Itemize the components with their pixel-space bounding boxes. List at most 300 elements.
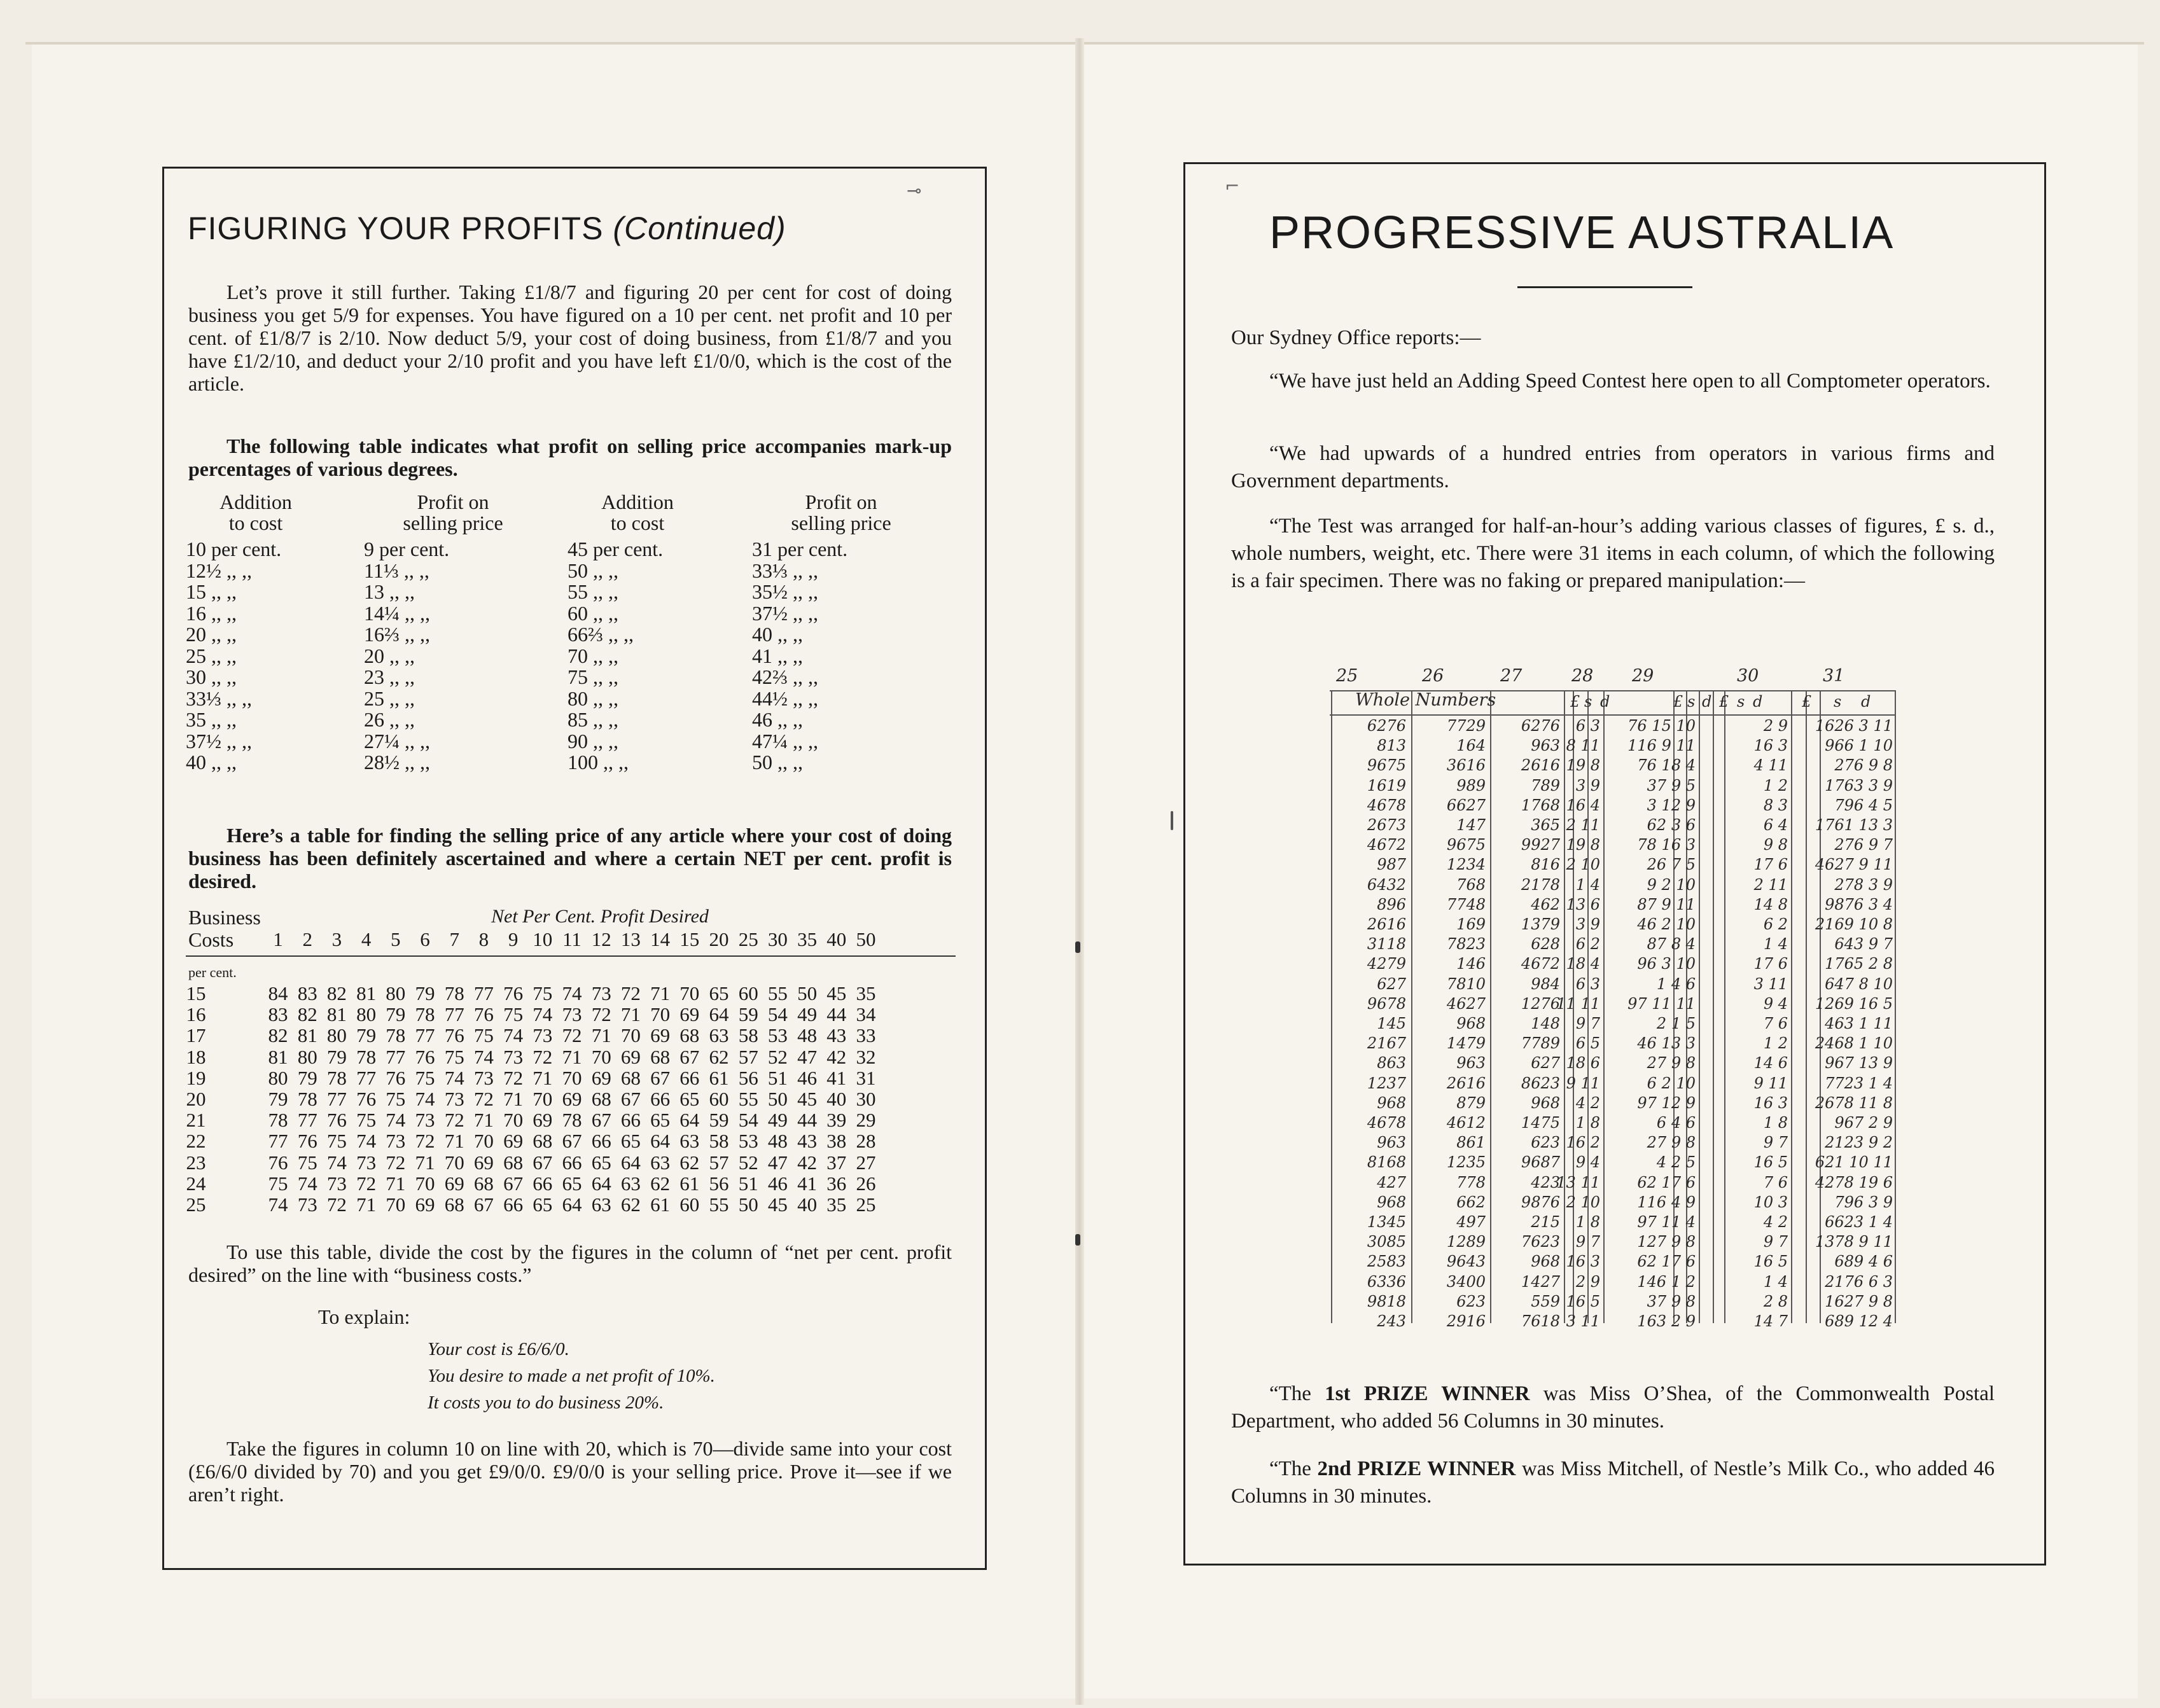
table2-cell: 58 — [709, 1130, 729, 1153]
sheet-column-rule — [1490, 690, 1491, 1323]
table2-cell: 75 — [473, 1024, 494, 1047]
table2-cell: 80 — [297, 1045, 317, 1068]
table2-cell: 71 — [444, 1130, 464, 1153]
sheet-column-rule — [1724, 690, 1725, 1323]
specimen-entry: 14 7 — [1753, 1312, 1788, 1330]
table2-cell: 74 — [297, 1172, 317, 1195]
specimen-entry: 26 7 5 — [1647, 856, 1696, 874]
specimen-entry: 2 9 — [1575, 1272, 1600, 1291]
table2-cell: 74 — [503, 1024, 524, 1047]
prize-prefix: “The — [1269, 1382, 1325, 1405]
specimen-entry: 1 4 — [1763, 1272, 1788, 1291]
specimen-entry: 643 9 7 — [1834, 935, 1893, 954]
specimen-entry: 14 6 — [1753, 1054, 1788, 1073]
specimen-entry: 2673 — [1367, 816, 1406, 834]
table2-cell: 68 — [444, 1193, 464, 1216]
table2-cell: 64 — [620, 1151, 641, 1174]
table1-cell: 27¼ ,, ,, — [364, 729, 430, 753]
table2-cell: 73 — [444, 1088, 464, 1110]
table2-cost: 23 — [186, 1151, 206, 1174]
specimen-entry: 19 8 — [1566, 836, 1600, 854]
sheet-column-rule — [1331, 690, 1332, 1323]
specimen-entry: 1235 — [1446, 1153, 1486, 1172]
table2-cell: 52 — [738, 1151, 758, 1174]
specimen-entry: 7623 — [1521, 1233, 1560, 1251]
handwritten-specimen-sheet — [1330, 666, 1896, 1330]
table2-cell: 75 — [503, 1003, 524, 1026]
table1-cell: 25 ,, ,, — [364, 686, 415, 710]
specimen-entry: 968 — [1456, 1015, 1486, 1032]
table1-cell: 37½ ,, ,, — [186, 729, 252, 753]
table2-cell: 63 — [650, 1151, 671, 1174]
table2-cell: 72 — [503, 1066, 524, 1089]
table1-cell: 9 per cent. — [364, 538, 450, 560]
table1-cell: 44½ ,, ,, — [752, 686, 818, 710]
table2-column-header: 4 — [361, 928, 372, 950]
table2-cell: 70 — [533, 1088, 553, 1110]
center-fold — [1075, 38, 1084, 1705]
table2-cell: 51 — [767, 1066, 788, 1089]
table2-cost: 25 — [186, 1193, 206, 1216]
table2-cell: 61 — [650, 1193, 671, 1216]
specimen-entry: 966 1 10 — [1825, 737, 1893, 755]
table2-cell: 69 — [620, 1045, 641, 1068]
table2-cell: 81 — [356, 982, 377, 1004]
table2-cell: 73 — [386, 1130, 406, 1153]
table2-cell: 73 — [473, 1066, 494, 1089]
table1-cell: 13 ,, ,, — [364, 580, 415, 603]
table1-cell: 20 ,, ,, — [186, 623, 237, 646]
table2-column-header: 5 — [391, 928, 401, 950]
specimen-entry: 6 3 — [1575, 975, 1600, 993]
specimen-entry: 1 2 — [1763, 776, 1788, 795]
table1-row — [186, 730, 962, 751]
specimen-entry: 3085 — [1367, 1233, 1406, 1251]
table2-cell: 69 — [591, 1066, 611, 1089]
specimen-entry: 2583 — [1367, 1253, 1406, 1271]
specimen-entry: 2169 10 8 — [1815, 915, 1893, 933]
table2-column-header: 6 — [420, 928, 430, 950]
table1-cell: 50 ,, ,, — [752, 751, 803, 774]
specimen-entry: 148 — [1531, 1015, 1560, 1032]
table2-cell: 71 — [650, 982, 671, 1004]
specimen-entry: 1276 — [1521, 994, 1560, 1013]
first-prize-label: 1st PRIZE WINNER — [1325, 1382, 1530, 1405]
first-prize-paragraph — [1231, 1380, 1995, 1435]
specimen-entry: 8 11 — [1566, 737, 1600, 755]
table2-cell: 73 — [297, 1193, 317, 1216]
table2-cell: 74 — [356, 1130, 377, 1153]
table2-column-header: 3 — [331, 928, 342, 950]
specimen-entry: 215 — [1531, 1213, 1560, 1231]
table2-cost: 15 — [186, 982, 206, 1004]
table2-cell: 67 — [620, 1088, 641, 1110]
table2-cell: 79 — [386, 1003, 406, 1026]
specimen-entry: 4 2 — [1763, 1213, 1788, 1231]
table2-cell: 70 — [444, 1151, 464, 1174]
table2-cell: 69 — [473, 1151, 494, 1174]
table1-cell: 30 ,, ,, — [186, 665, 237, 688]
specimen-entry: 1475 — [1521, 1114, 1560, 1132]
specimen-entry: 6276 — [1367, 717, 1406, 735]
specimen-entry: 689 12 4 — [1825, 1312, 1893, 1330]
table2-cell: 81 — [297, 1024, 317, 1047]
sheet-column-rule — [1791, 690, 1792, 1323]
specimen-entry: 4678 — [1367, 1114, 1406, 1132]
sheet-column-number: 25 — [1336, 666, 1358, 686]
specimen-entry: 8168 — [1367, 1153, 1406, 1172]
specimen-entry: 6 2 — [1763, 915, 1788, 933]
sheet-column-rule — [1806, 690, 1807, 1323]
specimen-entry: 968 — [1531, 1094, 1560, 1112]
table2-cell: 66 — [562, 1151, 582, 1174]
table2-cell: 67 — [533, 1151, 553, 1174]
table2-cell: 26 — [856, 1172, 876, 1195]
table2-cell: 67 — [679, 1045, 700, 1068]
specimen-entry: 9675 — [1367, 756, 1406, 775]
table2-column-header: 13 — [620, 928, 641, 950]
table2-cell: 49 — [797, 1003, 818, 1026]
table1-cell: 40 ,, ,, — [752, 623, 803, 646]
table2-cell: 79 — [297, 1066, 317, 1089]
table2-cell: 62 — [679, 1151, 700, 1174]
specimen-entry: 9927 — [1521, 836, 1560, 854]
table2-cost: 22 — [186, 1130, 206, 1153]
specimen-entry: 1345 — [1367, 1213, 1406, 1231]
specimen-entry: 2 10 — [1566, 1193, 1600, 1211]
specimen-entry: 9687 — [1521, 1153, 1560, 1172]
table2-cell: 34 — [856, 1003, 876, 1026]
table2-cell: 65 — [679, 1088, 700, 1110]
specimen-entry: 559 — [1531, 1292, 1560, 1310]
second-prize-label: 2nd PRIZE WINNER — [1317, 1457, 1516, 1480]
specimen-entry: 8623 — [1521, 1074, 1560, 1092]
table2-cell: 71 — [386, 1172, 406, 1195]
lsd-header: d — [1753, 693, 1763, 711]
specimen-entry: 37 9 8 — [1647, 1292, 1696, 1310]
specimen-entry: 9675 — [1446, 836, 1486, 854]
table2-cell: 80 — [386, 982, 406, 1004]
table2-cell: 80 — [356, 1003, 377, 1026]
specimen-entry: 2678 11 8 — [1815, 1094, 1893, 1112]
table2-cell: 78 — [415, 1003, 435, 1026]
specimen-entry: 796 3 9 — [1834, 1193, 1893, 1211]
specimen-entry: 16 3 — [1753, 737, 1788, 755]
table2-cell: 52 — [767, 1045, 788, 1068]
table1-cell: 41 ,, ,, — [752, 644, 803, 667]
table1-cell: 37½ ,, ,, — [752, 601, 818, 625]
specimen-entry: 7729 — [1446, 717, 1486, 735]
specimen-entry: 6 4 6 — [1656, 1114, 1696, 1132]
table1-cell: 55 ,, ,, — [568, 580, 618, 603]
table2-cost: 20 — [186, 1088, 206, 1110]
specimen-entry: 2616 — [1367, 915, 1406, 933]
specimen-entry: 9876 3 4 — [1825, 895, 1893, 913]
table2-cell: 62 — [650, 1172, 671, 1195]
table1-cell: 60 ,, ,, — [568, 601, 618, 625]
specimen-entry: 2123 9 2 — [1825, 1134, 1893, 1152]
table2-cell: 35 — [826, 1193, 847, 1216]
specimen-entry: 9 2 10 — [1647, 875, 1696, 894]
specimen-entry: 87 8 4 — [1647, 935, 1696, 954]
table2-cell: 41 — [797, 1172, 818, 1195]
table2-cell: 66 — [650, 1088, 671, 1110]
specimen-entry: 2616 — [1521, 756, 1560, 775]
table2-cost: 16 — [186, 1003, 206, 1026]
specimen-entry: 10 3 — [1753, 1193, 1788, 1211]
table2-cell: 80 — [326, 1024, 347, 1047]
specimen-entry: 76 18 4 — [1637, 756, 1696, 775]
specimen-entry: 1 4 — [1763, 935, 1788, 954]
specimen-entry: 6623 1 4 — [1825, 1213, 1893, 1231]
specimen-entry: 2 10 — [1566, 856, 1600, 874]
table2-cell: 36 — [826, 1172, 847, 1195]
specimen-entry: 2 11 — [1566, 816, 1600, 834]
specimen-entry: 1 8 — [1763, 1114, 1788, 1132]
specimen-entry: 1768 — [1521, 796, 1560, 814]
table2-intro: Here’s a table for finding the selling price of any article where your cost of doing business has been definitely ascertained and where a certain NET per cent. profit is desired. — [188, 824, 952, 892]
specimen-entry: 3 12 9 — [1647, 796, 1696, 814]
table2-cell: 72 — [326, 1193, 347, 1216]
specimen-entry: 2 8 — [1763, 1292, 1788, 1310]
table2-cell: 70 — [415, 1172, 435, 1195]
table2-cell: 72 — [533, 1045, 553, 1068]
table1-cell: 23 ,, ,, — [364, 665, 415, 688]
table2-cell: 72 — [591, 1003, 611, 1026]
specimen-entry: 989 — [1456, 776, 1486, 795]
specimen-entry: 1765 2 8 — [1825, 955, 1893, 973]
table2-cell: 76 — [415, 1045, 435, 1068]
table1-cell: 25 ,, ,, — [186, 644, 237, 667]
table2-cell: 75 — [415, 1066, 435, 1089]
table2-cell: 62 — [709, 1045, 729, 1068]
specimen-entry: 623 — [1456, 1292, 1486, 1310]
table2-cell: 74 — [415, 1088, 435, 1110]
specimen-entry: 7 6 — [1763, 1173, 1788, 1191]
table2-cell: 75 — [356, 1109, 377, 1132]
table2-cell: 75 — [533, 982, 553, 1004]
table1-cell: 20 ,, ,, — [364, 644, 415, 667]
specimen-entry: 46 13 3 — [1637, 1034, 1696, 1053]
table2-cost: 19 — [186, 1066, 206, 1089]
specimen-entry: 896 — [1377, 895, 1406, 913]
specimen-entry: 4672 — [1521, 955, 1560, 973]
specimen-entry: 19 8 — [1566, 756, 1600, 775]
table2-cell: 67 — [650, 1066, 671, 1089]
table2-cell: 44 — [826, 1003, 847, 1026]
specimen-entry: 1 4 — [1575, 875, 1600, 894]
staple-hole — [1075, 1234, 1080, 1246]
table2-cell: 71 — [562, 1045, 582, 1068]
table2-cell: 68 — [473, 1172, 494, 1195]
specimen-entry: 1379 — [1521, 915, 1560, 933]
first-prize-text: was Miss O’Shea, of the Commonwealth Postal Department, who added 56 Columns in 30 minutes. — [1231, 1382, 1995, 1433]
specimen-entry: 879 — [1456, 1094, 1486, 1112]
lsd-header: s — [1687, 693, 1696, 711]
specimen-entry: 963 — [1456, 1054, 1486, 1073]
table2-cell: 70 — [386, 1193, 406, 1216]
table2-cell: 69 — [679, 1003, 700, 1026]
table1-cell: 75 ,, ,, — [568, 665, 618, 688]
specimen-entry: 9 11 — [1753, 1074, 1788, 1092]
intro-paragraph: Let’s prove it still further. Taking £1/8/7 and figuring 20 per cent for cost of doing business you get 5/9 for expenses. You have figured on a 10 per cent. net profit and 10 per cent. of £1/8/7 is 2/10. Now deduct 5/9, your cost of doing business, from £1/8/7 and you have £1/2/10, and deduct your 2/10 profit and you have left £1/0/0, which is the cost of the article. — [188, 281, 952, 395]
specimen-entry: 2468 1 10 — [1815, 1034, 1893, 1053]
title-continued: (Continued) — [613, 211, 786, 246]
table1-cell: 11⅓ ,, ,, — [364, 559, 429, 582]
specimen-entry: 37 9 5 — [1647, 776, 1696, 795]
table2-cell: 82 — [268, 1024, 288, 1047]
business-label: Business — [188, 906, 261, 929]
table2-column-header: 50 — [856, 928, 876, 950]
table1-header: Profit on selling price — [791, 490, 891, 534]
table2-column-header: 2 — [302, 928, 312, 950]
specimen-entry: 968 — [1377, 1094, 1406, 1112]
table2-cell: 64 — [650, 1130, 671, 1153]
table2-cell: 68 — [620, 1066, 641, 1089]
table2-cost: 21 — [186, 1109, 206, 1132]
specimen-entry: 462 — [1531, 895, 1560, 913]
specimen-entry: 163 2 9 — [1637, 1312, 1696, 1330]
table2-cell: 29 — [856, 1109, 876, 1132]
table2-cell: 66 — [679, 1066, 700, 1089]
specimen-entry: 863 — [1377, 1054, 1406, 1073]
title-rule — [1517, 286, 1692, 288]
table2-cell: 60 — [679, 1193, 700, 1216]
example-line: It costs you to do business 20%. — [428, 1392, 664, 1413]
specimen-entry: 9 7 — [1575, 1015, 1600, 1032]
specimen-entry: 7823 — [1446, 935, 1486, 954]
specimen-entry: 987 — [1377, 856, 1406, 874]
table2-cell: 64 — [679, 1109, 700, 1132]
table2-cell: 73 — [356, 1151, 377, 1174]
example-line: Your cost is £6/6/0. — [428, 1339, 569, 1359]
specimen-entry: 1626 3 11 — [1815, 717, 1893, 735]
table2-cell: 77 — [415, 1024, 435, 1047]
specimen-entry: 4678 — [1367, 796, 1406, 814]
table2-cell: 69 — [444, 1172, 464, 1195]
table2-cell: 65 — [620, 1130, 641, 1153]
table2-cell: 70 — [473, 1130, 494, 1153]
specimen-entry: 2 9 — [1763, 717, 1788, 735]
table2-column-header: 12 — [591, 928, 611, 950]
specimen-entry: 6 4 — [1763, 816, 1788, 834]
specimen-entry: 7789 — [1521, 1034, 1560, 1053]
table2-cell: 78 — [268, 1109, 288, 1132]
table2-cell: 48 — [767, 1130, 788, 1153]
table2-cell: 67 — [562, 1130, 582, 1153]
table2-cell: 78 — [326, 1066, 347, 1089]
table2-cell: 74 — [533, 1003, 553, 1026]
table2-cell: 64 — [562, 1193, 582, 1216]
table2-cell: 79 — [415, 982, 435, 1004]
table1-header: Addition to cost — [601, 490, 674, 534]
table2-cell: 50 — [767, 1088, 788, 1110]
specimen-entry: 7810 — [1446, 975, 1486, 993]
specimen-entry: 6 2 — [1575, 935, 1600, 954]
table1-row — [186, 623, 962, 644]
table2-cell: 67 — [591, 1109, 611, 1132]
table2-cell: 40 — [797, 1193, 818, 1216]
table2-cell: 69 — [533, 1109, 553, 1132]
specimen-entry: 3 9 — [1575, 915, 1600, 933]
table2-cell: 76 — [473, 1003, 494, 1026]
specimen-entry: 4627 9 11 — [1815, 856, 1893, 874]
table2-cell: 61 — [679, 1172, 700, 1195]
specimen-entry: 2178 — [1521, 875, 1560, 894]
table2-cell: 58 — [738, 1024, 758, 1047]
office-line: Our Sydney Office reports:— — [1231, 326, 1481, 349]
table1-row — [186, 665, 962, 687]
table2-cell: 73 — [533, 1024, 553, 1047]
table2-cell: 46 — [797, 1066, 818, 1089]
specimen-entry: 76 15 10 — [1627, 717, 1696, 735]
specimen-entry: 278 3 9 — [1834, 875, 1893, 894]
table2-cell: 72 — [356, 1172, 377, 1195]
specimen-entry: 3 9 — [1575, 776, 1600, 795]
table2-cell: 68 — [503, 1151, 524, 1174]
specimen-entry: 789 — [1531, 776, 1560, 795]
specimen-entry: 145 — [1377, 1015, 1406, 1032]
table2-column-header: 30 — [767, 928, 788, 950]
table2-cell: 63 — [679, 1130, 700, 1153]
table1-cell: 33⅓ ,, ,, — [186, 686, 252, 710]
table2-cell: 76 — [444, 1024, 464, 1047]
specimen-entry: 497 — [1456, 1213, 1486, 1231]
table2-cell: 31 — [856, 1066, 876, 1089]
table1-cell: 50 ,, ,, — [568, 559, 618, 582]
table2-cell: 82 — [326, 982, 347, 1004]
test-paragraph: “The Test was arranged for half-an-hour’s adding various classes of figures, £ s. d., whole numbers, weight, etc. There were 31 items in each column, of which the following is a fair specimen. There was no faking or prepared manipulation:— — [1231, 515, 1995, 592]
specimen-entry: 1627 9 8 — [1825, 1292, 1893, 1310]
specimen-entry: 427 — [1377, 1173, 1406, 1191]
specimen-entry: 6 2 10 — [1647, 1074, 1696, 1092]
table2-cell: 77 — [386, 1045, 406, 1068]
table2-cell: 66 — [591, 1130, 611, 1153]
specimen-entry: 2167 — [1367, 1034, 1406, 1053]
table2-cell: 77 — [297, 1109, 317, 1132]
lsd-header: d — [1702, 693, 1712, 711]
specimen-entry: 97 11 11 — [1627, 994, 1696, 1013]
specimen-entry: 13 11 — [1556, 1173, 1600, 1191]
table2-cell: 72 — [473, 1088, 494, 1110]
contest-paragraph: “We have just held an Adding Speed Contest here open to all Comptometer operators. — [1269, 370, 1991, 392]
table2-cell: 72 — [620, 982, 641, 1004]
specimen-entry: 9 7 — [1763, 1233, 1788, 1251]
specimen-entry: 9 7 — [1763, 1134, 1788, 1152]
table2-cell: 71 — [503, 1088, 524, 1110]
table2-cell: 68 — [679, 1024, 700, 1047]
table1-row — [186, 644, 962, 666]
lsd-header: d — [1600, 693, 1610, 711]
table2-column-header: 11 — [562, 928, 582, 950]
table2-cell: 47 — [767, 1151, 788, 1174]
net-profit-label: Net Per Cent. Profit Desired — [491, 906, 709, 927]
table2-cell: 67 — [473, 1193, 494, 1216]
table2-cell: 65 — [709, 982, 729, 1004]
table2-cell: 78 — [297, 1088, 317, 1110]
table2-cell: 76 — [356, 1088, 377, 1110]
specimen-entry: 627 — [1531, 1054, 1560, 1073]
specimen-entry: 963 — [1531, 737, 1560, 755]
specimen-entry: 1619 — [1367, 776, 1406, 795]
table1-cell: 28½ ,, ,, — [364, 751, 430, 774]
sheet-column-rule — [1713, 690, 1714, 1323]
table2-cell: 70 — [650, 1003, 671, 1026]
specimen-entry: 147 — [1456, 816, 1486, 834]
table1-intro: The following table indicates what profit on selling price accompanies mark-up percentages of various degrees. — [188, 434, 952, 480]
specimen-entry: 3616 — [1446, 756, 1486, 775]
table1-cell: 31 per cent. — [752, 538, 848, 560]
